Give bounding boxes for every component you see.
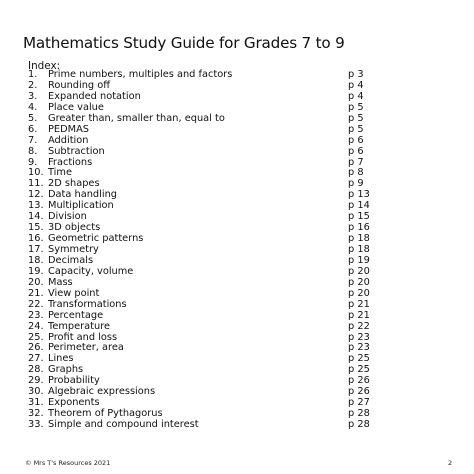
toc-entry-topic: Addition — [48, 134, 89, 146]
toc-entry-page: p 6 — [348, 134, 364, 146]
footer-page-number: 2 — [448, 459, 453, 467]
toc-entry-number: 29. — [28, 375, 44, 387]
toc-entry-page: p 26 — [348, 375, 370, 387]
toc-entry-page: p 19 — [348, 254, 370, 266]
toc-entry-page: p 22 — [348, 320, 370, 332]
toc-entry-number: 12. — [28, 189, 44, 201]
toc-entry-page: p 27 — [348, 397, 370, 409]
toc-entry-number: 25. — [28, 331, 44, 343]
toc-entry-topic: Geometric patterns — [48, 233, 144, 245]
toc-entry-number: 18. — [28, 254, 44, 266]
toc-entry-number: 24. — [28, 320, 44, 332]
toc-entry-topic: Exponents — [48, 397, 100, 409]
toc-entry-topic: Temperature — [48, 320, 111, 332]
toc-entry-number: 6. — [28, 123, 38, 135]
toc-entry-page: p 4 — [348, 90, 364, 102]
toc-entry — [28, 125, 378, 136]
toc-entry-number: 9. — [28, 156, 38, 168]
toc-entry-page: p 25 — [348, 364, 370, 376]
toc-entry-page: p 20 — [348, 287, 370, 299]
toc-entry-number: 7. — [28, 134, 38, 146]
page-title: Mathematics Study Guide for Grades 7 to 9 — [23, 34, 345, 52]
toc-entry-page: p 20 — [348, 265, 370, 277]
toc-entry — [28, 300, 378, 311]
toc-entry-page: p 8 — [348, 167, 364, 179]
toc-entry-topic: Expanded notation — [48, 90, 141, 102]
toc-entry-number: 5. — [28, 112, 38, 124]
toc-entry-topic: Transformations — [48, 298, 127, 310]
toc-entry-topic: Mass — [48, 276, 73, 288]
toc-entry-topic: Capacity, volume — [48, 265, 134, 277]
toc-entry-topic: Division — [48, 211, 87, 223]
toc-entry-number: 14. — [28, 211, 44, 223]
toc-entry-number: 8. — [28, 145, 38, 157]
toc-entry — [28, 267, 378, 278]
toc-entry-topic: Multiplication — [48, 200, 114, 212]
toc-entry-topic: 2D shapes — [48, 178, 100, 190]
toc-entry-topic: Probability — [48, 375, 100, 387]
toc-entry-page: p 3 — [348, 69, 364, 80]
toc-entry-topic: Profit and loss — [48, 331, 118, 343]
toc-entry — [28, 311, 378, 322]
toc-entry-number: 26. — [28, 342, 44, 354]
toc-entry-number: 22. — [28, 298, 44, 310]
toc-entry-page: p 6 — [348, 145, 364, 157]
toc-entry-number: 28. — [28, 364, 44, 376]
toc-entry-number: 11. — [28, 178, 44, 190]
toc-entry-page: p 15 — [348, 211, 370, 223]
toc-entry-number: 20. — [28, 276, 44, 288]
toc-entry-number: 16. — [28, 233, 44, 245]
toc-entry-topic: Subtraction — [48, 145, 105, 157]
toc-entry-number: 21. — [28, 287, 44, 299]
toc-entry-number: 13. — [28, 200, 44, 212]
toc-entry-page: p 9 — [348, 178, 364, 190]
toc-entry-number: 23. — [28, 309, 44, 321]
toc-entry-page: p 25 — [348, 353, 370, 365]
toc-entry-topic: Prime numbers, multiples and factors — [48, 69, 233, 80]
toc-entry-number: 4. — [28, 101, 38, 113]
toc-entry-page: p 28 — [348, 419, 370, 430]
toc-entry-topic: Lines — [48, 353, 74, 365]
toc-entry — [28, 343, 378, 354]
toc-entry-topic: Place value — [48, 101, 104, 113]
toc-entry-page: p 18 — [348, 244, 370, 255]
toc-entry-topic: View point — [48, 287, 100, 299]
toc-entry-number: 10. — [28, 167, 44, 179]
toc-entry-page: p 23 — [348, 331, 370, 343]
toc-entry-number: 1. — [28, 69, 38, 80]
toc-entry-topic: 3D objects — [48, 222, 101, 234]
toc-entry-topic: Decimals — [48, 254, 94, 266]
toc-entry-number: 32. — [28, 408, 44, 420]
toc-entry-number: 3. — [28, 90, 38, 102]
toc-entry — [28, 147, 378, 158]
toc-entry-topic: Data handling — [48, 189, 118, 201]
toc-entry-topic: Simple and compound interest — [48, 419, 199, 430]
toc-entry-page: p 18 — [348, 233, 370, 245]
toc-entry-topic: PEDMAS — [48, 123, 90, 135]
toc-entry-page: p 28 — [348, 408, 370, 420]
toc-entry-page: p 21 — [348, 309, 370, 321]
toc-entry-number: 27. — [28, 353, 44, 365]
toc-entry-topic: Symmetry — [48, 244, 99, 255]
index-label: Index: — [28, 60, 61, 72]
toc-entry-number: 30. — [28, 386, 44, 398]
toc-entry-topic: Rounding off — [48, 79, 111, 91]
footer-copyright: © Mrs T's Resources 2021 — [25, 459, 111, 467]
toc-entry-topic: Fractions — [48, 156, 93, 168]
toc-entry-page: p 13 — [348, 189, 370, 201]
toc-entry-topic: Theorem of Pythagorus — [48, 408, 163, 420]
toc-entry-page: p 23 — [348, 342, 370, 354]
toc-entry-page: p 7 — [348, 156, 364, 168]
toc-entry-topic: Percentage — [48, 309, 104, 321]
toc-entry-number: 33. — [28, 419, 44, 430]
toc-entry-topic: Perimeter, area — [48, 342, 124, 354]
toc-entry-number: 31. — [28, 397, 44, 409]
toc-entry-number: 15. — [28, 222, 44, 234]
toc-entry-topic: Time — [48, 167, 72, 179]
toc-entry-number: 2. — [28, 79, 38, 91]
toc-entry-page: p 5 — [348, 123, 364, 135]
toc-entry — [28, 322, 378, 333]
toc-entry-topic: Greater than, smaller than, equal to — [48, 112, 225, 124]
table-of-contents — [28, 70, 378, 431]
toc-entry-number: 19. — [28, 265, 44, 277]
toc-entry-topic: Graphs — [48, 364, 84, 376]
toc-entry-page: p 20 — [348, 276, 370, 288]
toc-entry-page: p 16 — [348, 222, 370, 234]
toc-entry-page: p 5 — [348, 101, 364, 113]
toc-entry-number: 17. — [28, 244, 44, 255]
toc-entry — [28, 420, 378, 431]
toc-entry-page: p 26 — [348, 386, 370, 398]
toc-entry-page: p 5 — [348, 112, 364, 124]
toc-entry-page: p 4 — [348, 79, 364, 91]
toc-entry-page: p 14 — [348, 200, 370, 212]
toc-entry — [28, 158, 378, 169]
toc-entry-page: p 21 — [348, 298, 370, 310]
toc-entry-topic: Algebraic expressions — [48, 386, 156, 398]
toc-entry — [28, 136, 378, 147]
